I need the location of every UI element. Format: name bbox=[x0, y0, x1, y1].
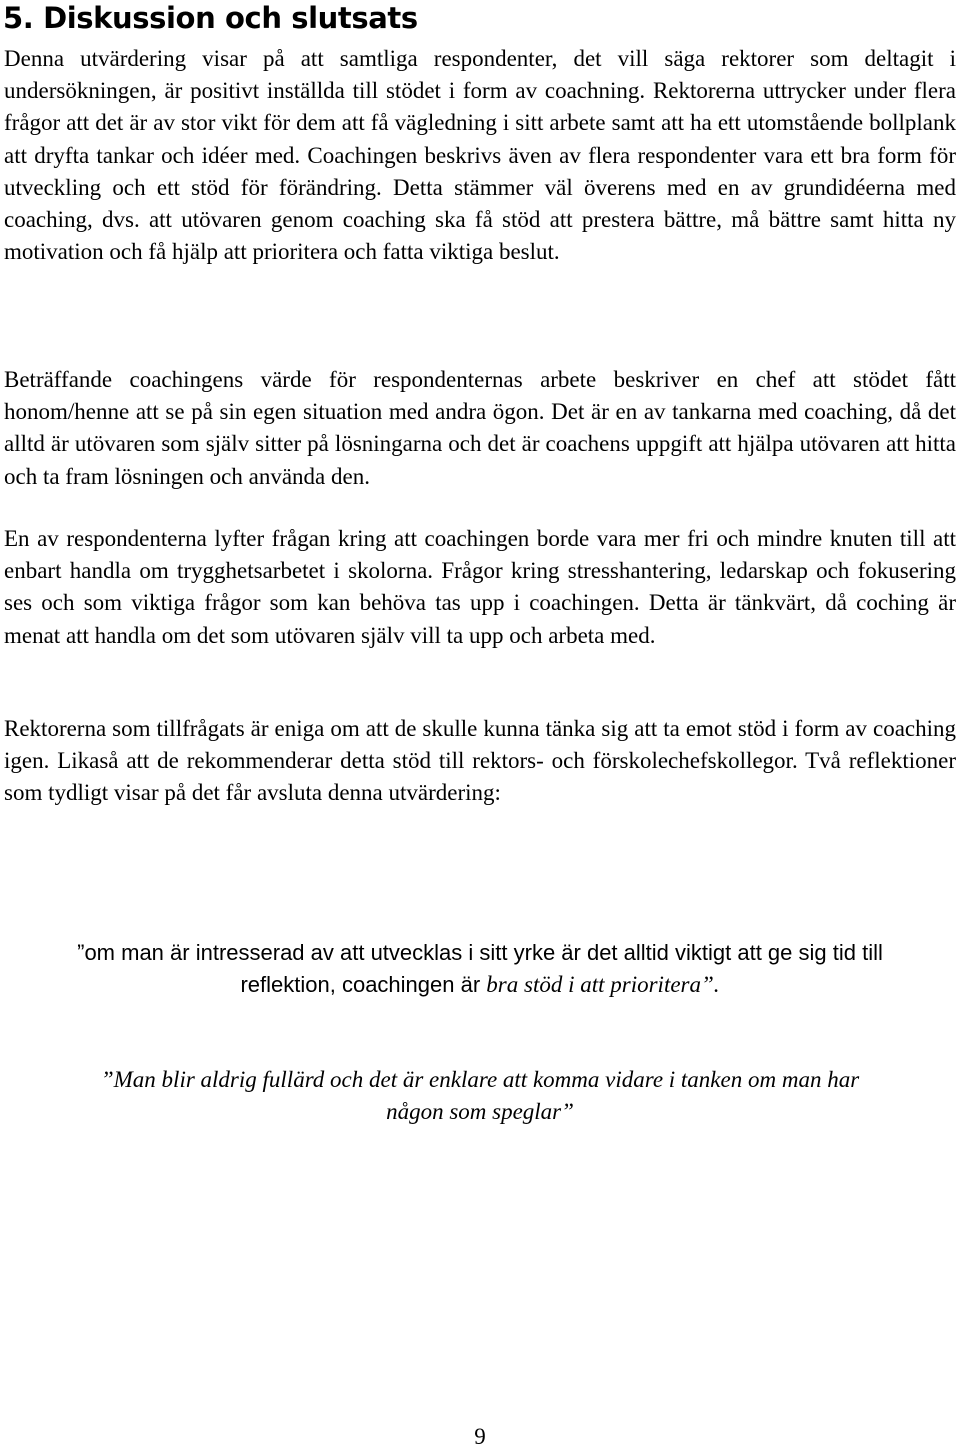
quote-1-line-2 bbox=[0, 969, 960, 1001]
page-number: 9 bbox=[474, 1424, 486, 1449]
paragraph-2: Beträffande coachingens värde för respondenternas arbete beskriver en chef att stödet fått honom/henne att se på sin egen situation med andra ögon. Det är en av tankarna med coaching, då det alltd är utövaren som själv sitter på lösningarna och det är coachens uppgift att hjälpa utövaren att hitta och ta fram lösningen och använda den. bbox=[4, 367, 956, 489]
quote-2-line-2: någon som speglar” bbox=[386, 1099, 574, 1124]
quote-1 bbox=[0, 937, 960, 1001]
quote-1-line-1: ”om man är intresserad av att utvecklas i sitt yrke är det alltid viktigt att ge sig tid till bbox=[77, 940, 883, 965]
quote-2 bbox=[0, 1064, 960, 1128]
paragraph-4: Rektorerna som tillfrågats är eniga om att de skulle kunna tänka sig att ta emot stöd i form av coaching igen. Likaså att de rekommenderar detta stöd till rektors- och förskolechefskollegor. Två reflektioner som tydligt visar på det får avsluta denna utvärdering: bbox=[4, 716, 956, 806]
paragraph-3: En av respondenterna lyfter frågan kring att coachingen borde vara mer fri och mindre knuten till att enbart handla om trygghetsarbetet i skolorna. Frågor kring stresshantering, ledarskap och fokusering ses och som viktiga frågor som kan behöva tas upp i coachingen. Detta är tänkvärt, då coching är menat att handla om det som utövaren själv vill ta upp och arbeta med. bbox=[4, 526, 956, 648]
quote-1-emphasis: bra stöd i att prioritera”. bbox=[486, 972, 720, 997]
quote-1-line-2-text: reflektion, coachingen är bbox=[240, 972, 487, 997]
paragraph-1: Denna utvärdering visar på att samtliga respondenter, det vill säga rektorer som deltagit i undersökningen, är positivt inställda till stödet i form av coachning. Rektorerna uttrycker under flera frågor att det är av stor vikt för dem att få vägledning i sitt arbete samt att ha ett utomstående bollplank att dryfta tankar och idéer med. Coachingen beskrivs även av flera respondenter vara ett bra form för utveckling och ett stöd för förändring. Detta stämmer väl överens med en av grundidéerna med coaching, dvs. att utövaren genom coaching ska få stöd att prestera bättre, må bättre samt hitta ny motivation och få hjälp att prioritera och fatta viktiga beslut. bbox=[4, 46, 956, 265]
section-heading: 5. Diskussion och slutsats bbox=[3, 1, 418, 35]
quote-2-line-1: ”Man blir aldrig fullärd och det är enklare att komma vidare i tanken om man har bbox=[100, 1067, 860, 1092]
